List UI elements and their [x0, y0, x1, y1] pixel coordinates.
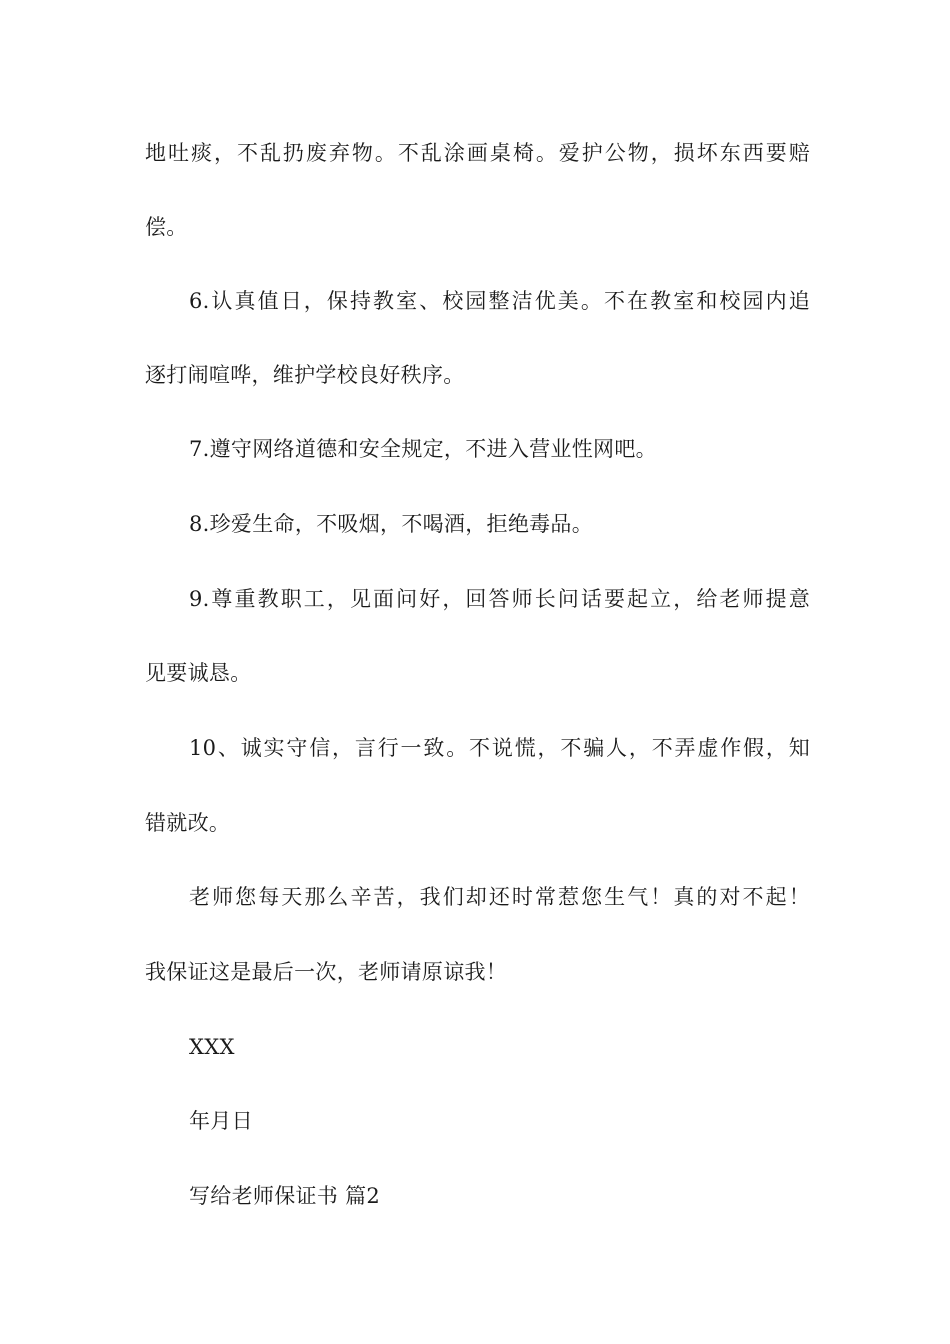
signature-date: 年月日 [189, 1109, 253, 1133]
signature-name: XXX [189, 1035, 235, 1059]
section-heading: 写给老师保证书 篇2 [189, 1184, 381, 1208]
text-line: 老师您每天那么辛苦，我们却还时常惹您生气！真的对不起！ [189, 885, 810, 909]
text-line: 9.尊重教职工，见面问好，回答师长问话要起立，给老师提意 [189, 587, 810, 611]
text-line: 偿。 [145, 215, 188, 239]
text-line: 错就改。 [145, 811, 231, 835]
text-line: 7.遵守网络道德和安全规定，不进入营业性网吧。 [189, 437, 657, 461]
text-line: 逐打闹喧哗，维护学校良好秩序。 [145, 363, 465, 387]
text-line: 见要诚恳。 [145, 661, 252, 685]
text-line: 6.认真值日，保持教室、校园整洁优美。不在教室和校园内追 [189, 289, 810, 313]
text-line: 8.珍爱生命，不吸烟，不喝酒，拒绝毒品。 [189, 512, 594, 536]
text-line: 10、诚实守信，言行一致。不说慌，不骗人，不弄虚作假，知 [189, 736, 810, 760]
text-line: 地吐痰，不乱扔废弃物。不乱涂画桌椅。爱护公物，损坏东西要赔 [145, 141, 810, 165]
text-line: 我保证这是最后一次，老师请原谅我！ [145, 960, 508, 984]
